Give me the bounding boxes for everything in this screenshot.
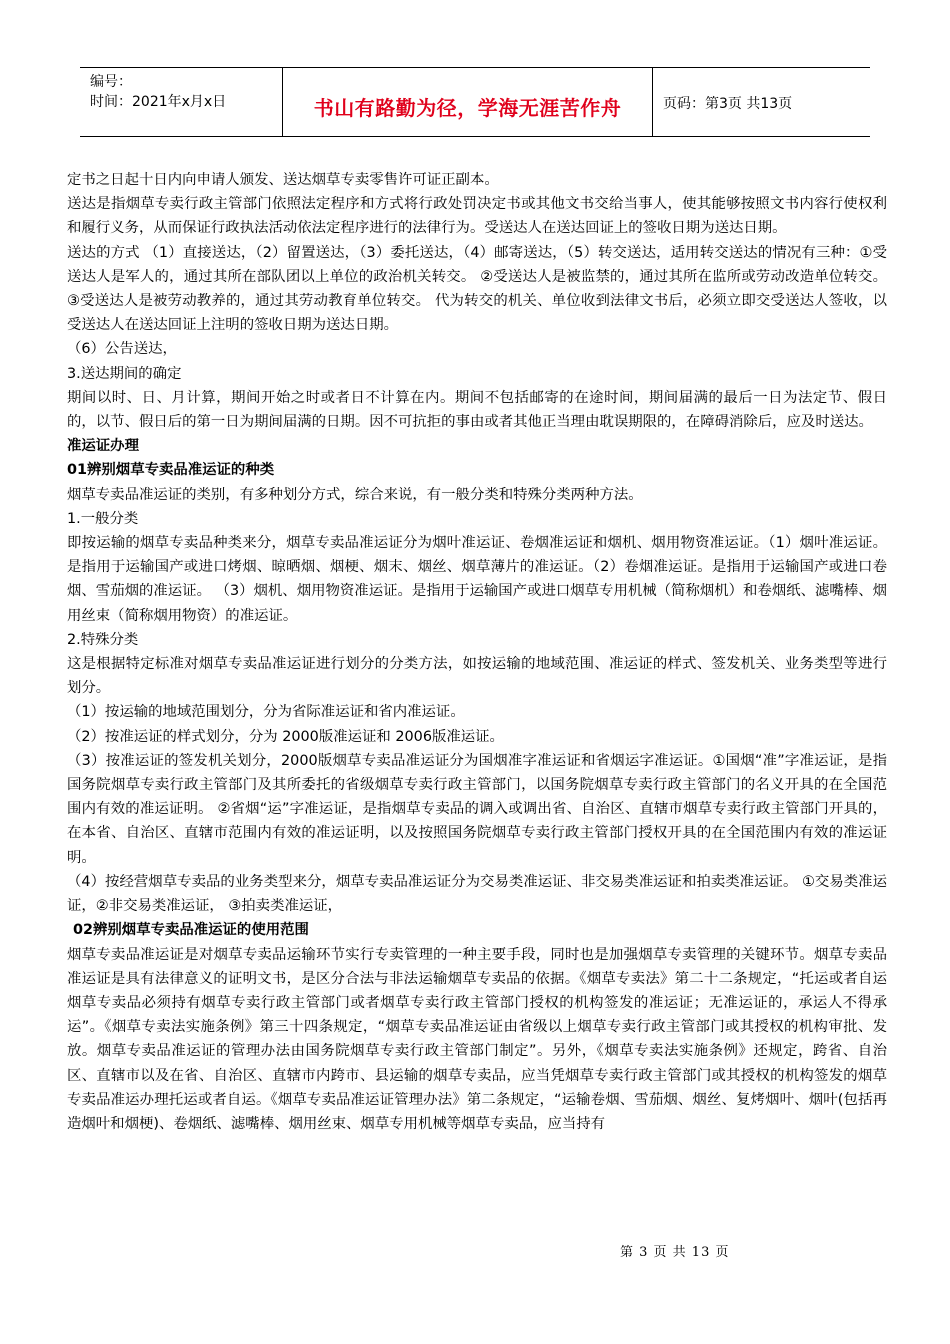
section-heading: 准运证办理 [67,438,139,455]
body-paragraph: （6）公告送达， [67,341,177,358]
page-header [80,67,870,137]
body-paragraph: 3.送达期间的确定 [67,365,182,382]
body-paragraph: 即按运输的烟草专卖品种类来分，烟草专卖品准运证分为烟叶准运证、卷烟准运证和烟机、烟用物资准运证。（1）烟叶准运证。是指用于运输国产或进口烤烟、晾晒烟、烟梗、烟末、烟丝、烟草薄片的准运证。（2）卷烟准运证。是指用于运输国产或进口卷烟、雪茄烟的准运证。 （3）烟机、烟用物资准运证。是指用于运输国产或进口烟草专用机械（简称烟机）和卷烟纸、滤嘴棒、烟用丝束（简称烟用物资）的准运证。 [67,535,887,624]
document-body [67,168,887,1136]
body-paragraph: （3）按准运证的签发机关划分，2000版烟草专卖品准运证分为国烟准字准运证和省烟运字准运证。①国烟“准”字准运证，是指国务院烟草专卖行政主管部门及其所委托的省级烟草专卖行政主管部门，以国务院烟草专卖行政主管部门的名义开具的在全国范围内有效的准运证明。 ②省烟“运”字准运证，是指烟草专卖品的调入或调出省、自治区、直辖市烟草专卖行政主管部门开具的，在本省、自治区、直辖市范围内有效的准运证明，以及按照国务院烟草专卖行政主管部门授权开具的在全国范围内有效的准运证明。 [67,752,887,866]
body-paragraph: 这是根据特定标准对烟草专卖品准运证进行划分的分类方法，如按运输的地域范围、准运证的样式、签发机关、业务类型等进行划分。 [67,656,887,697]
body-paragraph: （2）按准运证的样式划分，分为 2000版准运证和 2006版准运证。 [67,728,504,745]
body-paragraph: 2.特殊分类 [67,631,139,648]
body-paragraph: 期间以时、日、月计算，期间开始之时或者日不计算在内。期间不包括邮寄的在途时间，期间届满的最后一日为法定节、假日的，以节、假日后的第一日为期间届满的日期。因不可抗拒的事由或者其他正当理由耽误期限的，在障碍消除后，应及时送达。 [67,389,887,431]
body-paragraph: 定书之日起十日内向申请人颁发、送达烟草专卖零售许可证正副本。 [67,172,499,188]
body-paragraph: 1.一般分类 [67,510,139,527]
body-paragraph: 送达的方式 （1）直接送达，（2）留置送达，（3）委托送达，（4）邮寄送达，（5）转交送达，适用转交送达的情况有三种：①受送达人是军人的，通过其所在部队团以上单位的政治机关转交。 ②受送达人是被监禁的，通过其所在监所或劳动改造单位转交。③受送达人是被劳动教养的，通过其劳动教育单位转交。 代为转交的机关、单位收到法律文书后，必须立即交受送达人签收，以受送达人在送达回证上注明的签收日期为送达日期。 [67,244,887,334]
header-motto: 书山有路勤为径，学海无涯苦作舟 [283,68,653,136]
body-paragraph: 烟草专卖品准运证的类别，有多种划分方式，综合来说，有一般分类和特殊分类两种方法。 [67,486,643,503]
body-paragraph: （1）按运输的地域范围划分，分为省际准运证和省内准运证。 [67,704,465,721]
document-number-label: 编号： [90,74,132,90]
section-heading: 01辨别烟草专卖品准运证的种类 [67,462,275,479]
header-page-info: 页码：第3页 共13页 [663,96,793,112]
page-footer: 第 3 页 共 13 页 [620,1245,730,1260]
body-paragraph: （4）按经营烟草专卖品的业务类型来分，烟草专卖品准运证分为交易类准运证、非交易类准运证和拍卖类准运证。 ①交易类准运证，②非交易类准运证， ③拍卖类准运证， [67,873,887,915]
section-heading: 02辨别烟草专卖品准运证的使用范围 [73,922,309,939]
body-paragraph: 烟草专卖品准运证是对烟草专卖品运输环节实行专卖管理的一种主要手段，同时也是加强烟草专卖管理的关键环节。烟草专卖品准运证是具有法律意义的证明文书，是区分合法与非法运输烟草专卖品的依据。《烟草专卖法》第二十二条规定，“托运或者自运烟草专卖品必须持有烟草专卖行政主管部门或者烟草专卖行政主管部门授权的机构签发的准运证；无准运证的，承运人不得承运”。《烟草专卖法实施条例》第三十四条规定，“烟草专卖品准运证由省级以上烟草专卖行政主管部门或其授权的机构审批、发放。烟草专卖品准运证的管理办法由国务院烟草专卖行政主管部门制定”。另外，《烟草专卖法实施条例》还规定，跨省、自治区、直辖市以及在省、自治区、直辖市内跨市、县运输的烟草专卖品，应当凭烟草专卖行政主管部门或其授权的机构签发的烟草专卖品准运办理托运或者自运。《烟草专卖品准运证管理办法》第二条规定，“运输卷烟、雪茄烟、烟丝、复烤烟叶、烟叶(包括再造烟叶和烟梗)、卷烟纸、滤嘴棒、烟用丝束、烟草专用机械等烟草专卖品，应当持有 [67,946,887,1132]
document-time-label: 时间：2021年x月x日 [90,94,227,110]
header-meta [80,68,283,136]
body-paragraph: 送达是指烟草专卖行政主管部门依照法定程序和方式将行政处罚决定书或其他文书交给当事人，使其能够按照文书内容行使权利和履行义务，从而保证行政执法活动依法定程序进行的法律行为。受送达人在送达回证上的签收日期为送达日期。 [67,196,887,237]
